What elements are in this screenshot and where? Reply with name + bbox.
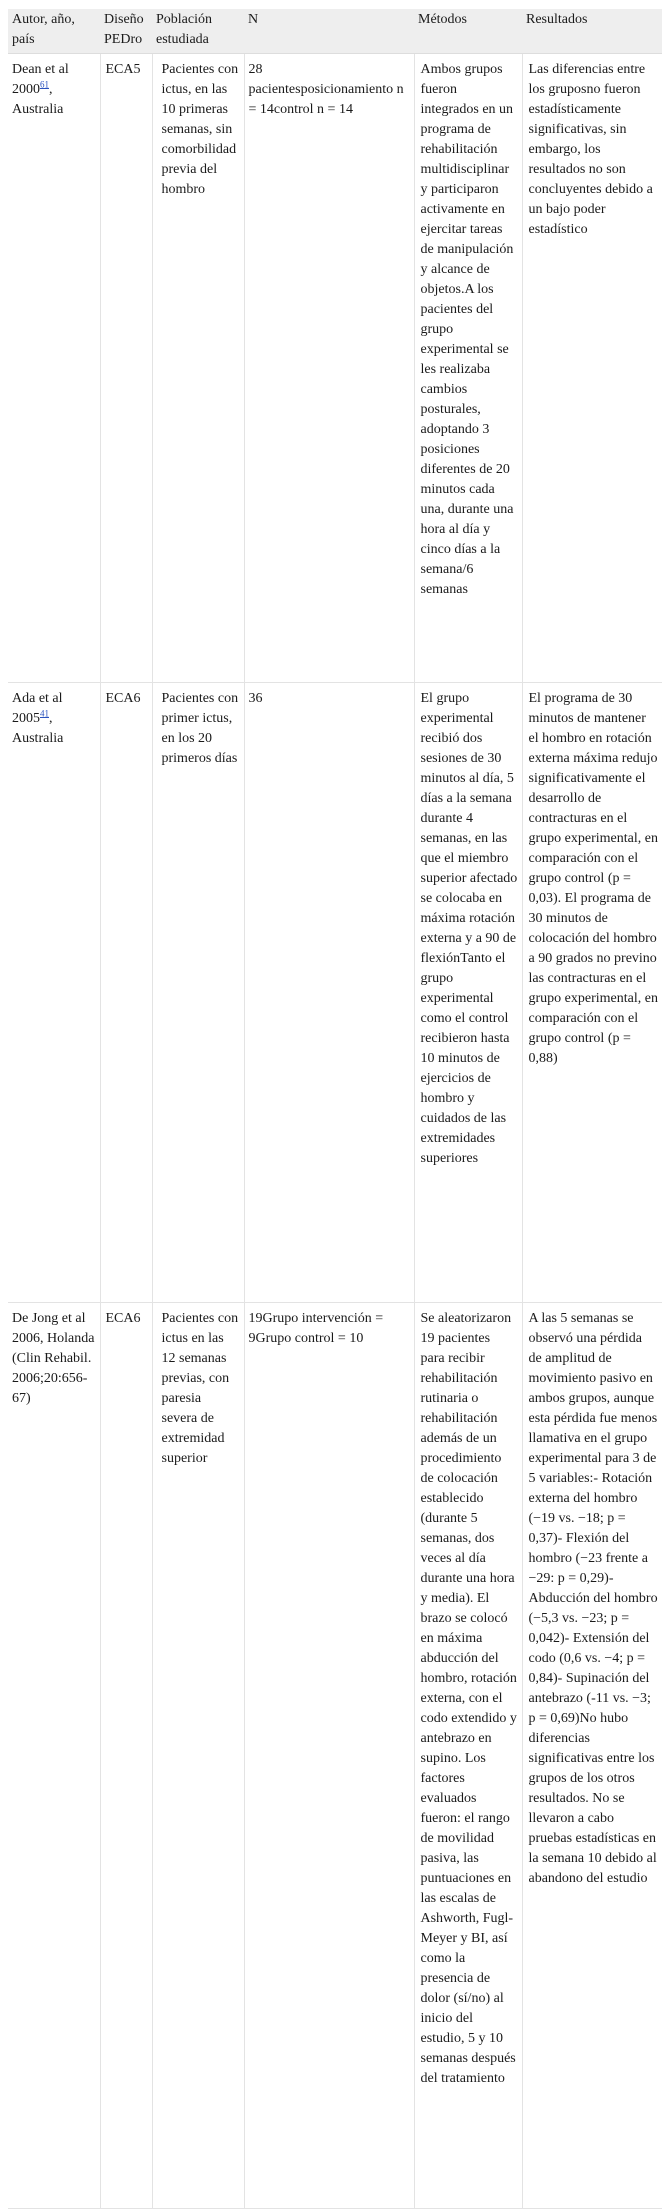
header-design: Diseño PEDro (100, 9, 152, 54)
methods-cell: Ambos grupos fueron integrados en un programa de rehabilitación multidisciplinar y participaron activamente en ejercitar tareas de manipulación y alcance de objetos.A los pacientes del grupo experimental se les realizaba cambios posturales, adoptando 3 posiciones diferentes de 20 minutos cada una, durante una hora al día y cinco días a la semana/6 semanas (414, 54, 522, 683)
reference-link[interactable]: 41 (40, 708, 49, 719)
population-cell: Pacientes con primer ictus, en los 20 primeros días (152, 683, 244, 1303)
author-cell (8, 54, 100, 683)
author-cell (8, 683, 100, 1303)
header-results: Resultados (522, 9, 662, 54)
table-header-row (8, 9, 662, 54)
country-text: , Australia (12, 82, 64, 117)
header-author: Autor, año, país (8, 9, 100, 54)
methods-cell: El grupo experimental recibió dos sesiones de 30 minutos al día, 5 días a la semana durante 4 semanas, en las que el miembro superior afectado se colocaba en máxima rotación externa y a 90 de flexiónTanto el grupo experimental como el control recibieron hasta 10 minutos de ejercicios de hombro y cuidados de las extremidades superiores (414, 683, 522, 1303)
design-cell: ECA6 (100, 683, 152, 1303)
table-row (8, 1303, 662, 2209)
methods-cell: Se aleatorizaron 19 pacientes para recibir rehabilitación rutinaria o rehabilitación además de un procedimiento de colocación establecido (durante 5 semanas, dos veces al día durante una hora y media). El brazo se colocó en máxima abducción del hombro, rotación externa, con el codo extendido y antebrazo en supino. Los factores evaluados fueron: el rango de movilidad pasiva, las puntuaciones en las escalas de Ashworth, Fugl-Meyer y BI, así como la presencia de dolor (sí/no) al inicio del estudio, 5 y 10 semanas después del tratamiento (414, 1303, 522, 2209)
population-cell: Pacientes con ictus en las 12 semanas previas, con paresia severa de extremidad superior (152, 1303, 244, 2209)
population-cell: Pacientes con ictus, en las 10 primeras semanas, sin comorbilidad previa del hombro (152, 54, 244, 683)
table-row (8, 683, 662, 1303)
n-cell: 28 pacientesposicionamiento n = 14control n = 14 (244, 54, 414, 683)
results-cell: A las 5 semanas se observó una pérdida de amplitud de movimiento pasivo en ambos grupos, aunque esta pérdida fue menos llamativa en el grupo experimental para 3 de 5 variables:- Rotación externa del hombro (−19 vs. −18; p = 0,37)- Flexión del hombro (−23 frente a −29: p = 0,29)- Abducción del hombro (−5,3 vs. −23; p = 0,042)- Extensión del codo (0,6 vs. −4; p = 0,84)- Supinación del antebrazo (-11 vs. −3; p = 0,69)No hubo diferencias significativas entre los grupos de los otros resultados. No se llevaron a cabo pruebas estadísticas en la semana 10 debido al abandono del estudio (522, 1303, 662, 2209)
study-table-container (8, 9, 662, 2209)
n-cell: 19Grupo intervención = 9Grupo control = 10 (244, 1303, 414, 2209)
results-cell: Las diferencias entre los gruposno fueron estadísticamente significativas, sin embargo, los resultados no son concluyentes debido a un bajo poder estadístico (522, 54, 662, 683)
table-row (8, 54, 662, 683)
design-cell: ECA6 (100, 1303, 152, 2209)
author-cell: De Jong et al 2006, Holanda (Clin Rehabil. 2006;20:656-67) (8, 1303, 100, 2209)
results-cell: El programa de 30 minutos de mantener el hombro en rotación externa máxima redujo significativamente el desarrollo de contracturas en el grupo experimental, en comparación con el grupo control (p = 0,03). El programa de 30 minutos de colocación del hombro a 90 grados no previno las contracturas en el grupo experimental, en comparación con el grupo control (p = 0,88) (522, 683, 662, 1303)
reference-link[interactable]: 61 (40, 79, 49, 90)
header-population: Población estudiada (152, 9, 244, 54)
country-text: , Australia (12, 711, 64, 746)
author-text: Ada et al 2005 (12, 691, 63, 726)
n-cell: 36 (244, 683, 414, 1303)
author-text: Dean et al 2000 (12, 62, 69, 97)
design-cell: ECA5 (100, 54, 152, 683)
study-table (8, 9, 662, 2209)
header-n: N (244, 9, 414, 54)
header-methods: Métodos (414, 9, 522, 54)
